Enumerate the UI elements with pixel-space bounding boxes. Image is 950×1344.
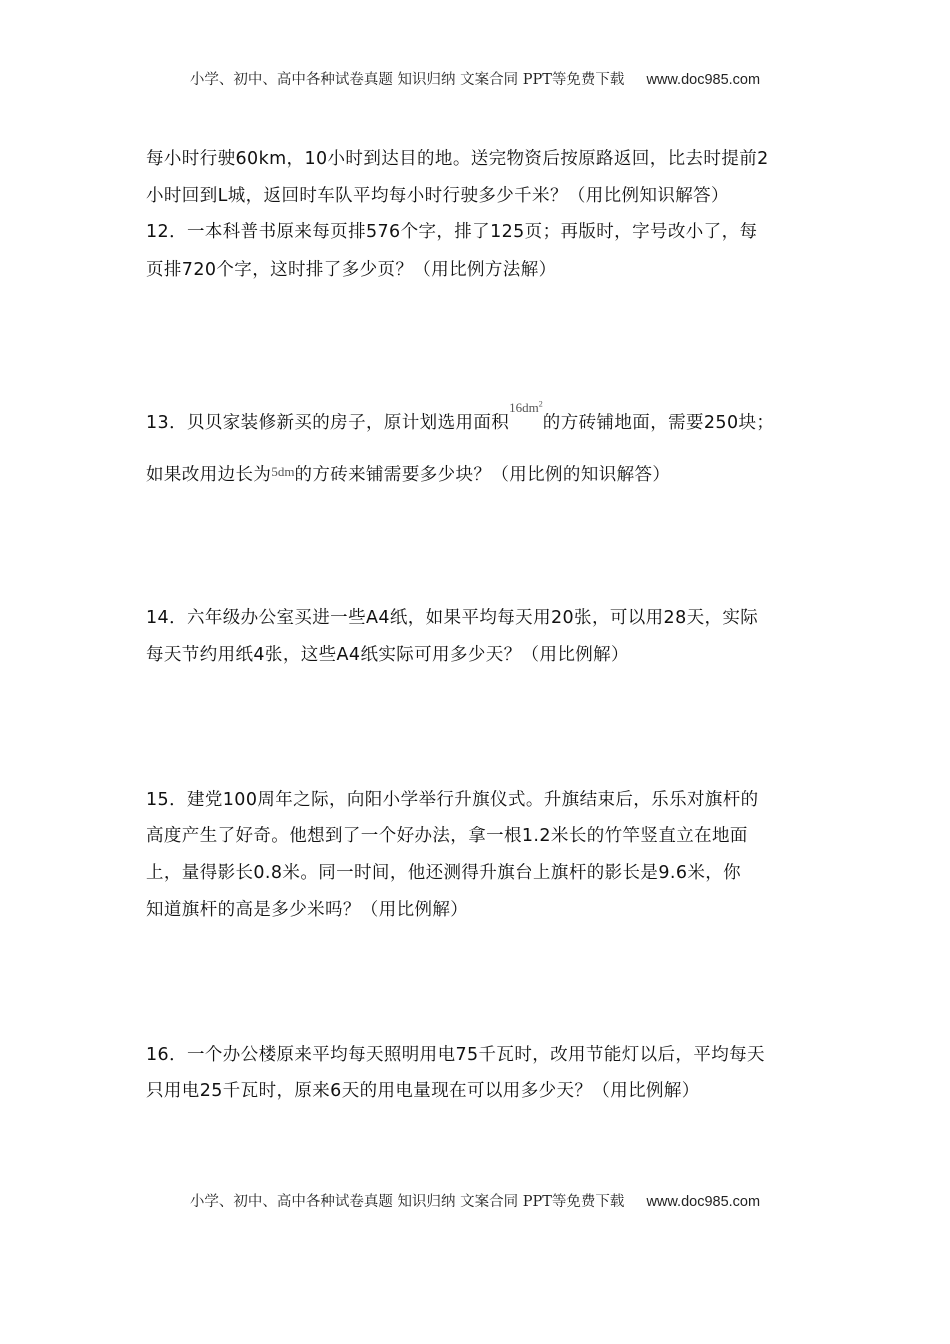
area-formula <box>509 400 543 415</box>
side-length-formula: 5dm <box>271 464 295 479</box>
header-site-link[interactable]: www.doc985.com <box>646 72 761 88</box>
problem-text-line <box>146 399 775 434</box>
problem-text-line: 每天节约用纸4张，这些A4纸实际可用多少天？（用比例解） <box>146 645 629 665</box>
problem-text-line: 14．六年级办公室买进一些A4纸，如果平均每天用20张，可以用28天，实际 <box>146 608 759 628</box>
problem-text-segment: 如果改用边长为 <box>146 465 272 485</box>
footer-site-link[interactable]: www.doc985.com <box>646 1194 761 1210</box>
page-footer <box>0 1190 950 1211</box>
problem-text-line: 小时回到L城，返回时车队平均每小时行驶多少千米？（用比例知识解答） <box>146 186 729 206</box>
problem-text-line: 每小时行驶60km，10小时到达目的地。送完物资后按原路返回，比去时提前2 <box>146 149 769 169</box>
footer-text: 小学、初中、高中各种试卷真题 知识归纳 文案合同 PPT等免费下载 <box>189 1194 625 1210</box>
problem-text-line: 高度产生了好奇。他想到了一个好办法，拿一根1.2米长的竹竿竖直立在地面 <box>146 826 748 846</box>
problem-text-line: 16．一个办公楼原来平均每天照明用电75千瓦时，改用节能灯以后，平均每天 <box>146 1045 765 1065</box>
area-exponent: 2 <box>538 399 543 409</box>
problem-text-line: 只用电25千瓦时，原来6天的用电量现在可以用多少天？（用比例解） <box>146 1081 700 1101</box>
problem-text-line <box>146 461 670 486</box>
area-value: 16dm <box>509 400 539 415</box>
problem-text-segment: 13．贝贝家装修新买的房子，原计划选用面积 <box>146 413 510 433</box>
problem-text-line: 上，量得影长0.8米。同一时间，他还测得升旗台上旗杆的影长是9.6米，你 <box>146 863 742 883</box>
problem-text-segment: 的方砖来铺需要多少块？（用比例的知识解答） <box>294 465 671 485</box>
problem-text-segment: 的方砖铺地面，需要250块； <box>542 413 775 433</box>
problem-text-line: 12．一本科普书原来每页排576个字，排了125页；再版时，字号改小了，每 <box>146 222 758 242</box>
problem-text-line: 页排720个字，这时排了多少页？（用比例方法解） <box>146 260 557 280</box>
problem-text-line: 知道旗杆的高是多少米吗？（用比例解） <box>146 900 469 920</box>
problem-text-line: 15．建党100周年之际，向阳小学举行升旗仪式。升旗结束后，乐乐对旗杆的 <box>146 790 759 810</box>
page-header <box>0 68 950 89</box>
header-text: 小学、初中、高中各种试卷真题 知识归纳 文案合同 PPT等免费下载 <box>189 72 625 88</box>
